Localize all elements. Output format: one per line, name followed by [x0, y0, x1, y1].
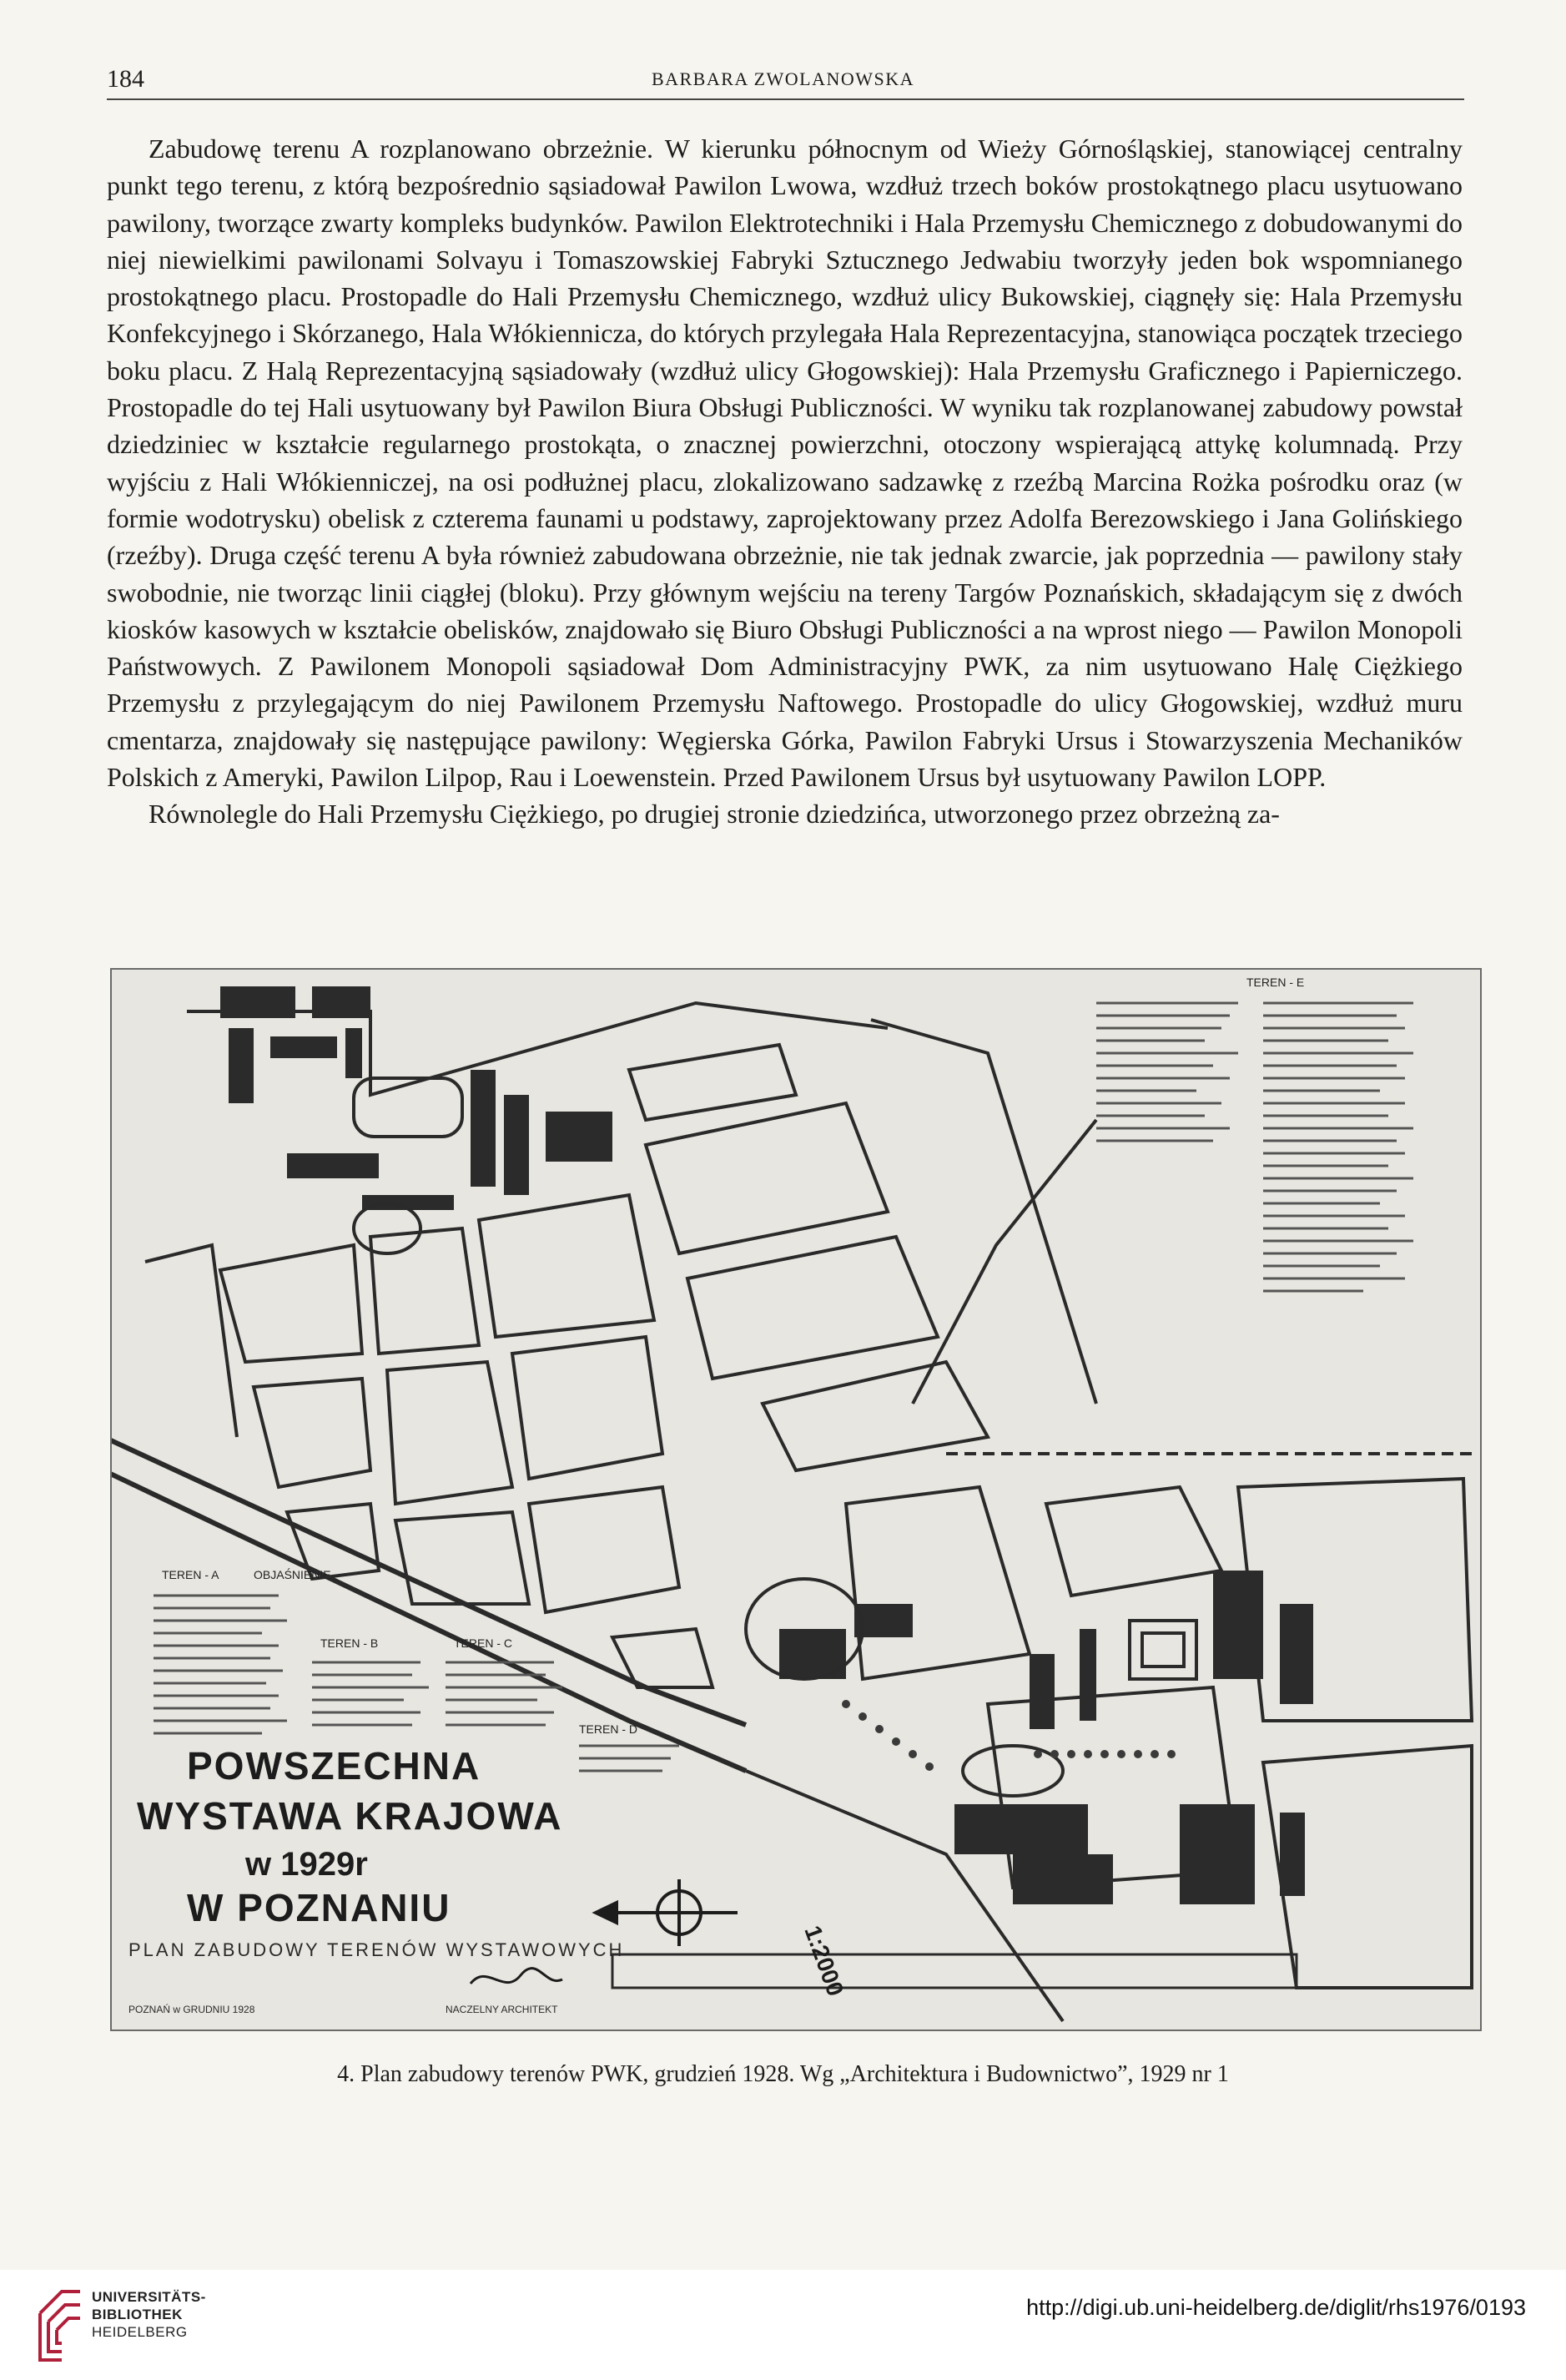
- library-name-line: BIBLIOTHEK: [92, 2307, 183, 2322]
- map-legend-heading: OBJAŚNIENIE: [254, 1568, 331, 1581]
- library-name-line: HEIDELBERG: [92, 2324, 188, 2340]
- header-rule: [107, 98, 1464, 100]
- map-signature-label: NACZELNY ARCHITEKT: [446, 2004, 558, 2015]
- library-name: [92, 2288, 206, 2341]
- map-title-line: W POZNANIU: [187, 1886, 451, 1929]
- paragraph: Równolegle do Hali Przemysłu Ciężkiego, po drugiej stronie dziedzińca, utworzonego przez obrzeżną za-: [149, 799, 1280, 829]
- map-title-line: WYSTAWA KRAJOWA: [137, 1794, 563, 1838]
- running-head: BARBARA ZWOLANOWSKA: [651, 68, 915, 89]
- map-label-teren-b: TEREN - B: [320, 1636, 379, 1650]
- map-label-teren-e: TEREN - E: [1246, 976, 1305, 989]
- source-url-link[interactable]: http://digi.ub.uni-heidelberg.de/diglit/rhs1976/0193: [1026, 2295, 1526, 2320]
- map-scale: 1:2000: [799, 1922, 849, 1999]
- site-plan-map: [112, 970, 1480, 2030]
- map-title-line: POWSZECHNA: [187, 1744, 481, 1788]
- paragraph: Zabudowę terenu A rozplanowano obrzeżnie. W kierunku północnym od Wieży Górnośląskiej, stanowiącej centralny punkt tego terenu, z którą bezpośrednio sąsiadował Pawilon Lwowa, wzdłuż trzech boków prostokątnego placu usytuowano pawilony, tworzące zwarty kompleks budynków. Pawilon Elektrotechniki i Hala Przemysłu Chemicznego z dobudowanymi do niej niewielkimi pawilonami Solvayu i Tomaszowskiej Fabryki Sztucznego Jedwabiu tworzyły jeden bok wspomnianego prostokątnego placu. Prostopadle do Hali Przemysłu Chemicznego, wzdłuż ulicy Bukowskiej, ciągnęły się: Hala Przemysłu Konfekcyjnego i Skórzanego, Hala Włókiennicza, do których przylegała Hala Reprezentacyjna, stanowiąca początek trzeciego boku placu. Z Halą Reprezentacyjną sąsiadowały (wzdłuż ulicy Głogowskiej): Hala Przemysłu Graficznego i Papierniczego. Prostopadle do tej Hali usytuowany był Pawilon Biura Obsługi Publiczności. W wyniku tak rozplanowanej zabudowy powstał dziedziniec w kształcie regularnego prostokąta, o znacznej powierzchni, otoczony wspierającą attykę kolumnadą. Przy wyjściu z Hali Włókienniczej, na osi podłużnej placu, zlokalizowano sadzawkę z rzeźbą Marcina Rożka pośrodku oraz (w formie wodotrysku) obelisk z czterema faunami u podstawy, zaprojektowany przez Adolfa Berezowskiego i Jana Golińskiego (rzeźby). Druga część terenu A była również zabudowana obrzeżnie, nie tak jednak zwarcie, jak poprzednia — pawilony stały swobodnie, nie tworząc linii ciągłej (bloku). Przy głównym wejściu na tereny Targów Poznańskich, składającym się z dwóch kiosków kasowych w kształcie obelisków, znajdowało się Biuro Obsługi Publiczności a na wprost niego — Pawilon Monopoli Państwowych. Z Pawilonem Monopoli sąsiadował Dom Administracyjny PWK, za nim usytuowano Halę Ciężkiego Przemysłu z przylegającym do niej Pawilonem Przemysłu Naftowego. Prostopadle do ulicy Głogowskiej, wzdłuż muru cmentarza, znajdowały się następujące pawilony: Węgierska Górka, Pawilon Fabryki Ursus i Stowarzyszenia Mechaników Polskich z Ameryki, Pawilon Lilpop, Rau i Loewenstein. Przed Pawilonem Ursus był usytuowany Pawilon LOPP.: [107, 134, 1463, 793]
- map-label-teren-c: TEREN - C: [454, 1636, 512, 1650]
- page-footer: [0, 2270, 1566, 2380]
- page-number: 184: [107, 65, 144, 93]
- body-text: [107, 130, 1463, 833]
- figure-caption: 4. Plan zabudowy terenów PWK, grudzień 1928. Wg „Architektura i Budownictwo”, 1929 nr 1: [337, 2061, 1229, 2087]
- map-title-line: w 1929r: [245, 1846, 368, 1883]
- map-date: POZNAŃ w GRUDNIU 1928: [128, 2004, 255, 2015]
- site-plan-figure: [110, 968, 1482, 2031]
- map-label-teren-a: TEREN - A: [162, 1568, 219, 1581]
- library-logo-icon: [37, 2280, 83, 2363]
- map-label-teren-d: TEREN - D: [579, 1722, 637, 1736]
- library-name-line: UNIVERSITÄTS-: [92, 2289, 206, 2305]
- map-subtitle: PLAN ZABUDOWY TERENÓW WYSTAWOWYCH: [128, 1939, 625, 1960]
